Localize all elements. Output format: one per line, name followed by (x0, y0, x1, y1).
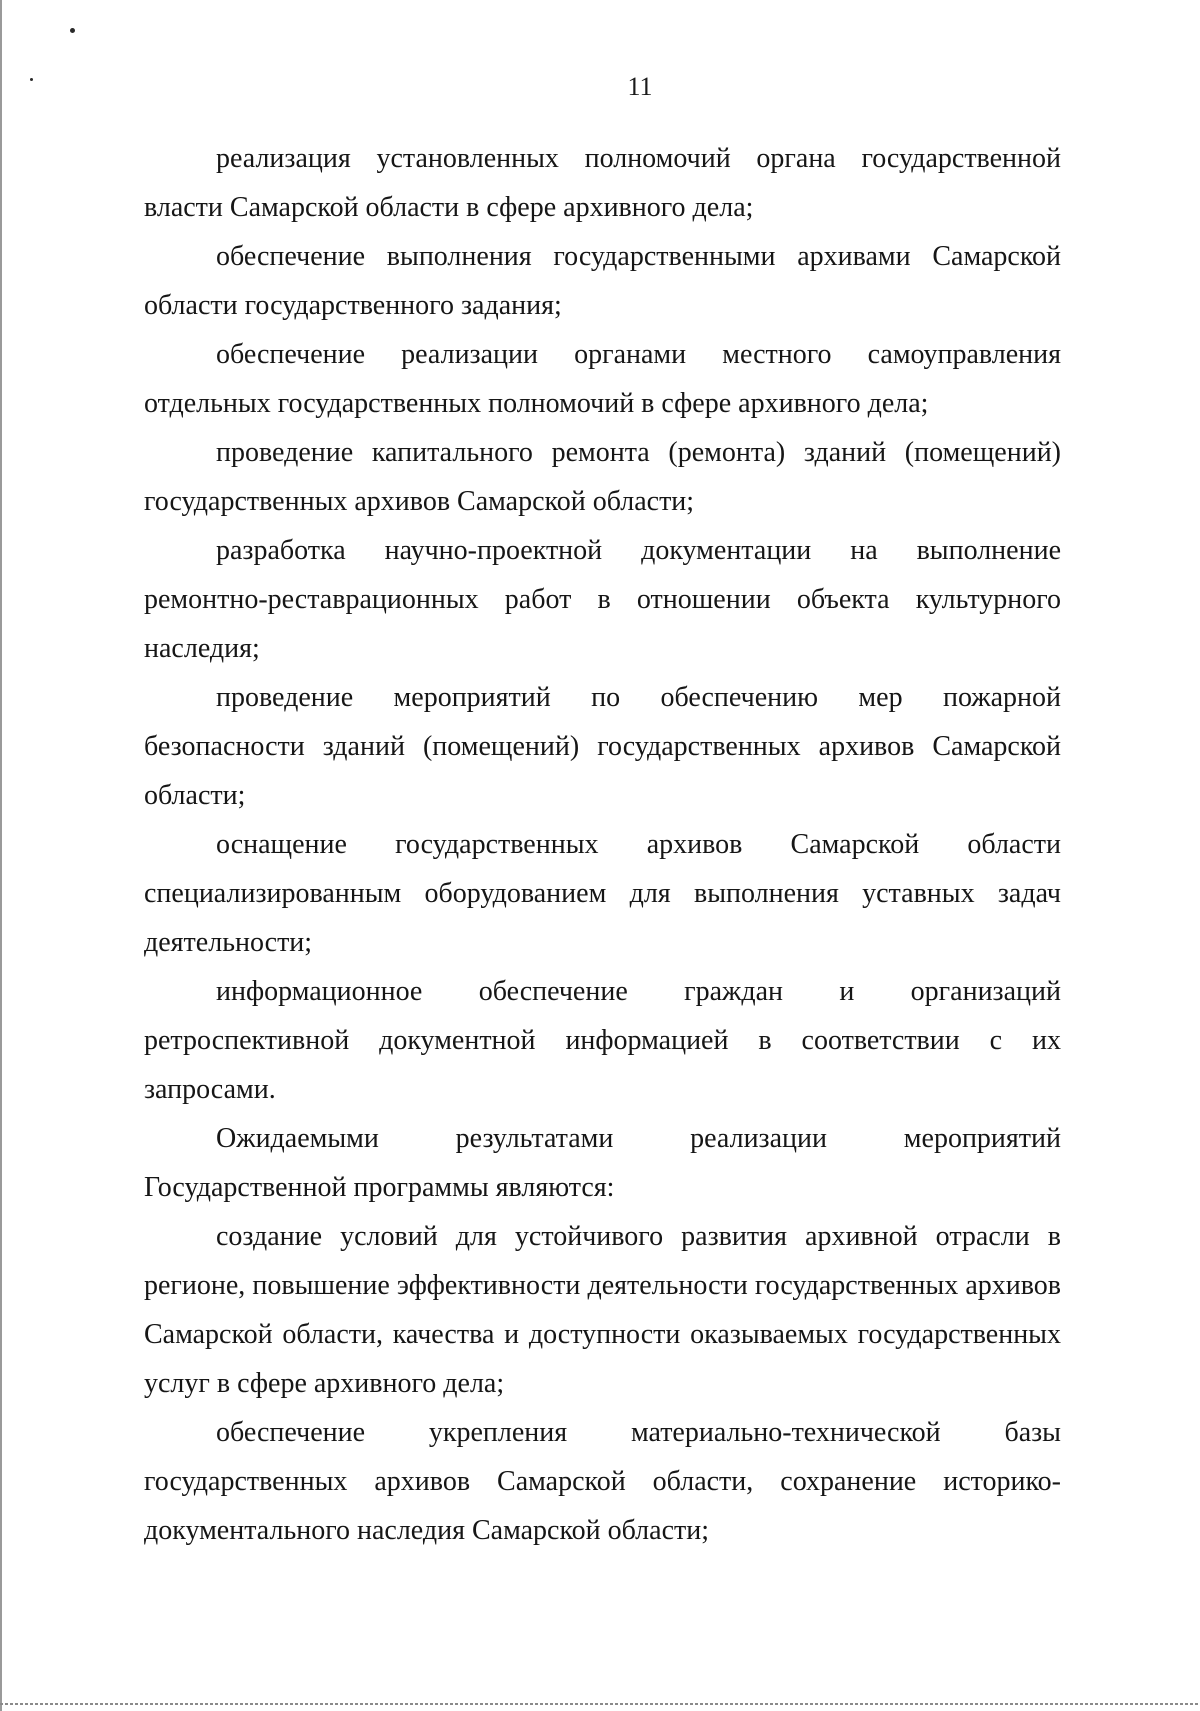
scan-dot (70, 28, 75, 33)
paragraph: проведение капитального ремонта (ремонта) зданий (помещений) государственных архивов Самарской области; (144, 437, 1061, 517)
document-body (144, 134, 1061, 1555)
paragraph: оснащение государственных архивов Самарской области специализированным оборудованием для выполнения уставных задач деятельности; (144, 829, 1061, 958)
scan-bottom-line (0, 1703, 1200, 1705)
paragraph: создание условий для устойчивого развития архивной отрасли в регионе, повышение эффективности деятельности государственных архивов Самарской области, качества и доступности оказываемых государственных услуг в сфере архивного дела; (144, 1221, 1061, 1399)
paragraph: обеспечение укрепления материально-технической базы государственных архивов Самарской области, сохранение историко-документального наследия Самарской области; (144, 1417, 1061, 1546)
paragraph: проведение мероприятий по обеспечению мер пожарной безопасности зданий (помещений) государственных архивов Самарской области; (144, 682, 1061, 811)
page-number: 11 (627, 72, 653, 101)
paragraph: обеспечение выполнения государственными архивами Самарской области государственного задания; (144, 241, 1061, 321)
paragraph: Ожидаемыми результатами реализации мероприятий Государственной программы являются: (144, 1123, 1061, 1203)
scan-edge-line (0, 0, 2, 1711)
paragraph: реализация установленных полномочий органа государственной власти Самарской области в сфере архивного дела; (144, 143, 1061, 223)
paragraph: разработка научно-проектной документации на выполнение ремонтно-реставрационных работ в отношении объекта культурного наследия; (144, 535, 1061, 664)
paragraph: информационное обеспечение граждан и организаций ретроспективной документной информацией в соответствии с их запросами. (144, 976, 1061, 1105)
paragraph: обеспечение реализации органами местного самоуправления отдельных государственных полномочий в сфере архивного дела; (144, 339, 1061, 419)
